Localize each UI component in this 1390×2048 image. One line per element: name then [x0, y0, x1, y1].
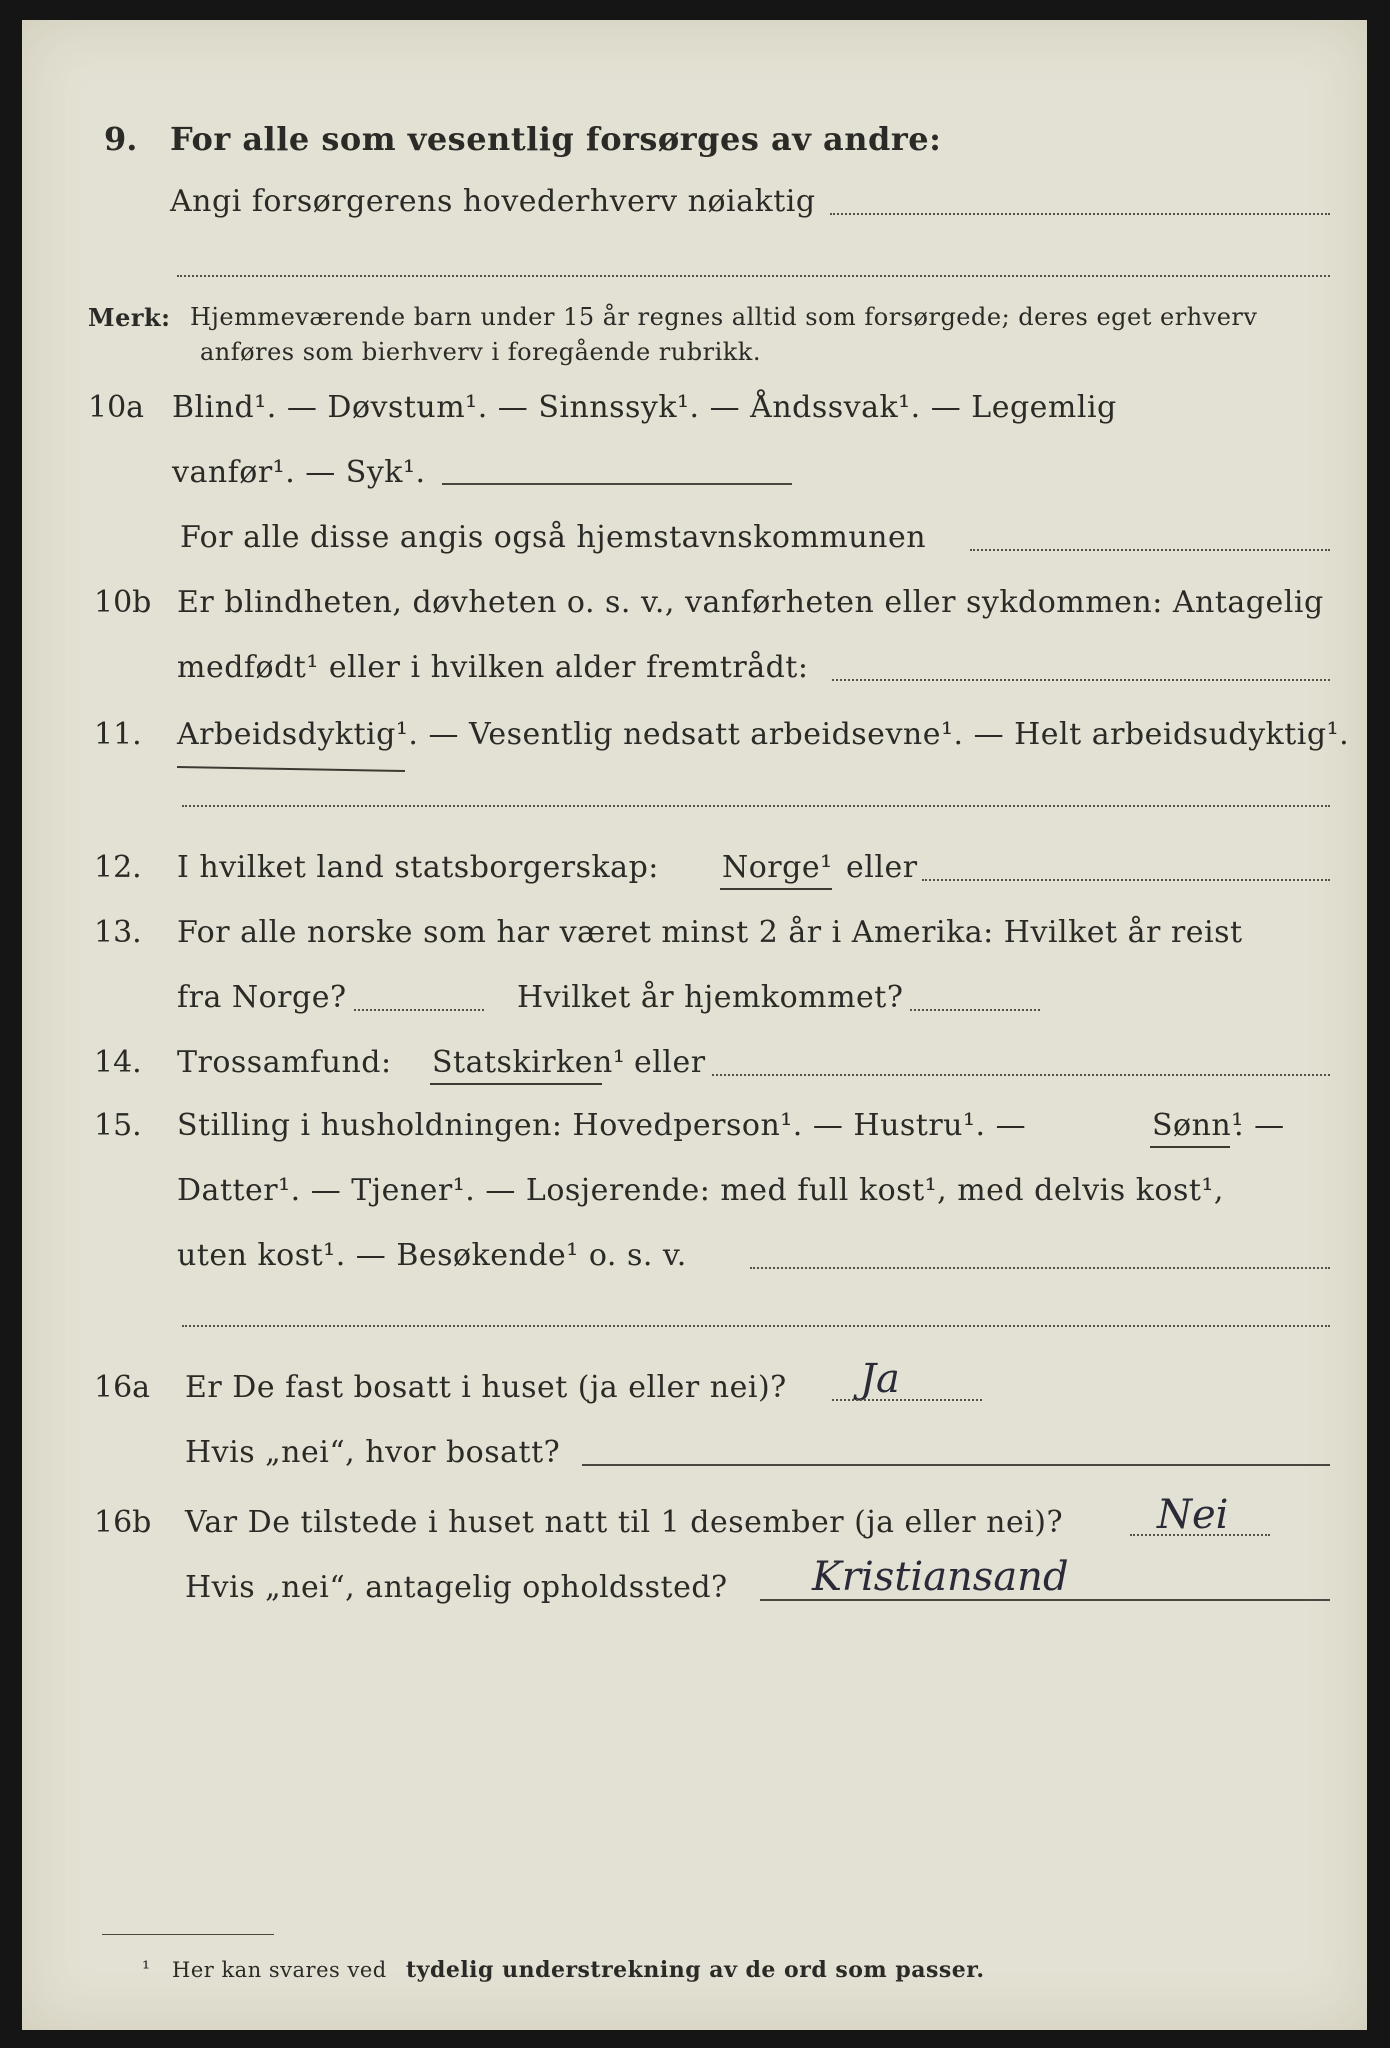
q10a-line-3: For alle disse angis også hjemstavnskommunen — [180, 520, 927, 555]
q16a-line-2: Hvis „nei“, hvor bosatt? — [185, 1435, 561, 1470]
q9-answer-line — [830, 213, 1330, 215]
q16b-line-2: Hvis „nei“, antagelig opholdssted? — [185, 1570, 728, 1605]
q13-number: 13. — [94, 915, 142, 950]
q16a-answer-line-2 — [582, 1464, 1330, 1466]
q9-number: 9. — [104, 120, 138, 158]
q15-answer-line-2 — [182, 1325, 1330, 1327]
merk-line-2: anføres som bierhverv i foregående rubrikk. — [200, 338, 761, 366]
q16b-handwritten-answer-1: Nei — [1157, 1492, 1229, 1538]
q12-line-b: Norge¹ — [722, 850, 833, 885]
footnote-rule — [102, 1934, 274, 1935]
q11-underline-arbeidsdyktig — [177, 766, 405, 772]
q15-line-1b: Sønn¹ — [1152, 1108, 1244, 1143]
footnote-text-a: Her kan svares ved — [172, 1958, 387, 1982]
footnote-text-b: tydelig understrekning av de ord som passer. — [406, 1957, 985, 1983]
q14-line-a: Trossamfund: — [177, 1045, 392, 1080]
q15-line-2: Datter¹. — Tjener¹. — Losjerende: med full kost¹, med delvis kost¹, — [177, 1173, 1224, 1208]
q14-number: 14. — [94, 1045, 142, 1080]
q12-underline-norge — [720, 888, 832, 890]
merk-line-1: Hjemmeværende barn under 15 år regnes alltid som forsørgede; deres eget erhverv — [190, 303, 1258, 331]
merk-label: Merk: — [88, 303, 171, 332]
q11-line-1: Arbeidsdyktig¹. — Vesentlig nedsatt arbeidsevne¹. — Helt arbeidsudyktig¹. — [177, 717, 1350, 752]
q13-line-1: For alle norske som har været minst 2 år i Amerika: Hvilket år reist — [177, 915, 1243, 950]
q14-answer-line — [712, 1074, 1330, 1076]
q14-line-c: eller — [634, 1045, 706, 1080]
footnote-mark: ¹ — [142, 1956, 151, 1980]
q16a-line-1: Er De fast bosatt i huset (ja eller nei)? — [185, 1370, 787, 1405]
q16b-line-1: Var De tilstede i huset natt til 1 desember (ja eller nei)? — [185, 1505, 1064, 1540]
q10b-line-2: medfødt¹ eller i hvilken alder fremtrådt: — [177, 650, 809, 685]
q10a-answer-line — [442, 483, 792, 485]
q10b-number: 10b — [94, 585, 152, 620]
q16b-answer-line — [1130, 1534, 1270, 1536]
q10a-number: 10a — [88, 390, 145, 425]
q10b-line-1: Er blindheten, døvheten o. s. v., vanførheten eller sykdommen: Antagelig — [177, 585, 1324, 620]
q10a-answer-line-2 — [970, 549, 1330, 551]
q15-answer-line — [750, 1267, 1330, 1269]
q11-answer-line — [182, 805, 1330, 807]
q16b-answer-line-2 — [760, 1599, 1330, 1601]
q10a-line-2: vanfør¹. — Syk¹. — [172, 455, 426, 490]
q16a-handwritten-answer: Ja — [860, 1356, 900, 1402]
q12-line-a: I hvilket land statsborgerskap: — [177, 850, 659, 885]
q13-line-2b: Hvilket år hjemkommet? — [517, 980, 904, 1015]
q14-line-b: Statskirken¹ — [432, 1045, 626, 1080]
q11-number: 11. — [94, 717, 142, 752]
q16a-answer-line — [832, 1399, 982, 1401]
q16b-number: 16b — [94, 1505, 152, 1540]
q16b-handwritten-answer-2: Kristiansand — [812, 1554, 1069, 1600]
q9-answer-line-2 — [177, 275, 1330, 277]
q13-line-2a: fra Norge? — [177, 980, 347, 1015]
q16a-number: 16a — [94, 1370, 151, 1405]
q12-number: 12. — [94, 850, 142, 885]
q15-line-3: uten kost¹. — Besøkende¹ o. s. v. — [177, 1238, 687, 1273]
q9-heading: For alle som vesentlig forsørges av andre: — [170, 120, 942, 158]
q13-answer-line-2 — [910, 1009, 1040, 1011]
q12-answer-line — [922, 879, 1330, 881]
q15-line-1c: . — — [1234, 1108, 1285, 1143]
q9-line: Angi forsørgerens hovederhverv nøiaktig — [170, 184, 816, 219]
q14-underline-statskirken — [430, 1083, 602, 1085]
q10b-answer-line — [832, 679, 1330, 681]
q15-underline-sonn — [1150, 1146, 1230, 1148]
q15-number: 15. — [94, 1108, 142, 1143]
q15-line-1a: Stilling i husholdningen: Hovedperson¹. — Hustru¹. — — [177, 1108, 1027, 1143]
q12-line-c: eller — [846, 850, 918, 885]
q13-answer-line-1 — [354, 1009, 484, 1011]
q10a-line-1: Blind¹. — Døvstum¹. — Sinnssyk¹. — Åndssvak¹. — Legemlig — [172, 390, 1117, 425]
census-form-page — [22, 20, 1367, 2030]
